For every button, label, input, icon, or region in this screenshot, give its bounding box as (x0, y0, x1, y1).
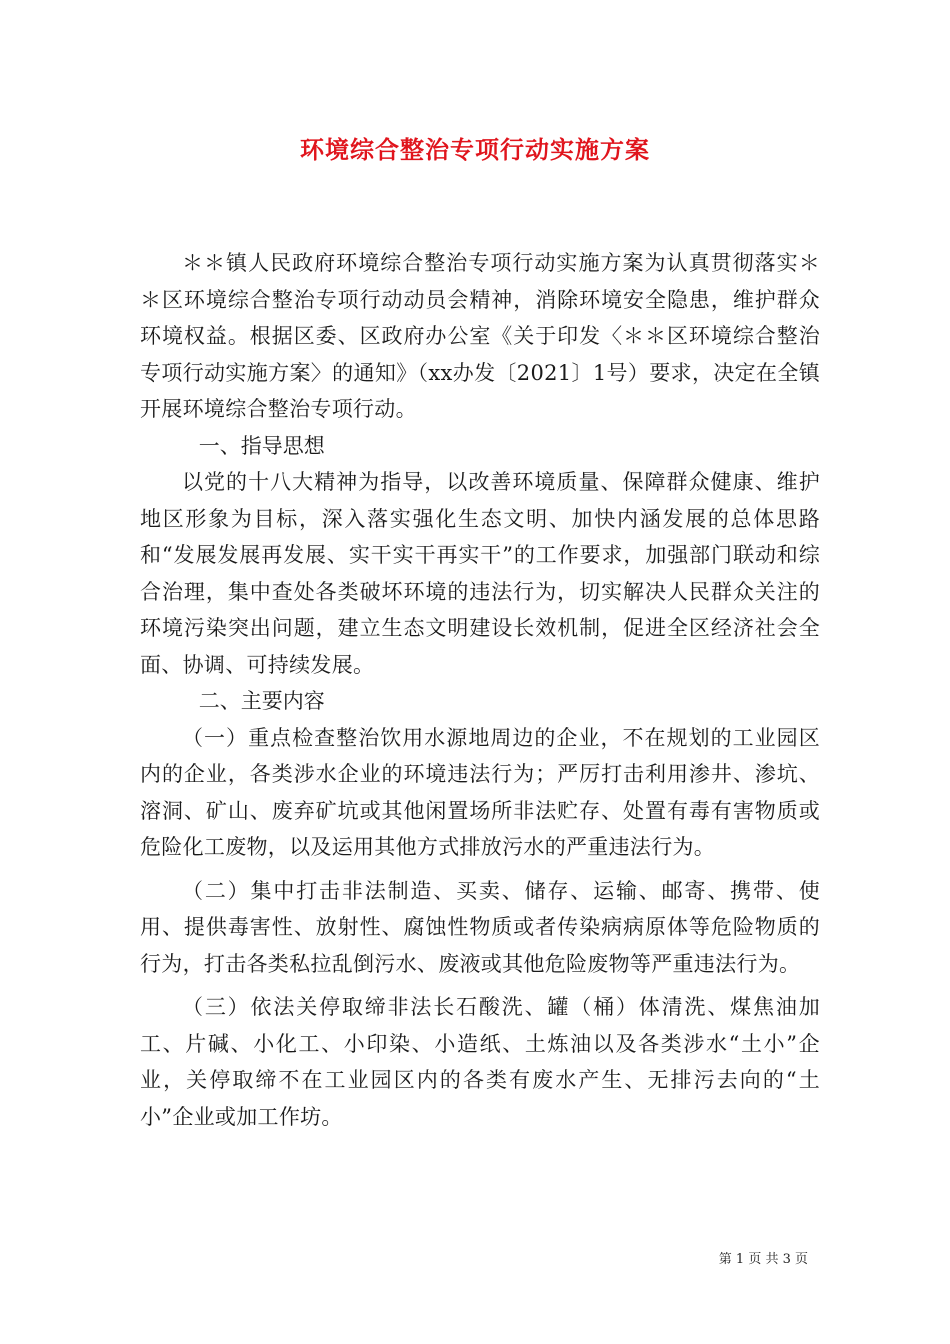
section-heading-main-content: 二、主要内容 (198, 689, 325, 713)
main-content-item-2: （二）集中打击非法制造、买卖、储存、运输、邮寄、携带、使用、提供毒害性、放射性、腐蚀性物质或者传染病病原体等危险物质的行为，打击各类私拉乱倒污水、废液或其他危险废物等严重违法行为。 (140, 878, 820, 976)
guiding-ideology-paragraph: 以党的十八大精神为指导，以改善环境质量、保障群众健康、维护地区形象为目标，深入落实强化生态文明、加快内涵发展的总体思路和“发展发展再发展、实干实干再实干”的工作要求，加强部门联动和综合治理，集中查处各类破坏环境的违法行为，切实解决人民群众关注的环境污染突出问题，建立生态文明建设长效机制，促进全区经济社会全面、协调、可持续发展。 (140, 470, 820, 677)
main-content-item-3: （三）依法关停取缔非法长石酸洗、罐（桶）体清洗、煤焦油加工、片碱、小化工、小印染、小造纸、土炼油以及各类涉水“土小”企业，关停取缔不在工业园区内的各类有废水产生、无排污去向的“土小”企业或加工作坊。 (140, 995, 820, 1129)
main-content-item-1: （一）重点检查整治饮用水源地周边的企业，不在规划的工业园区内的企业，各类涉水企业的环境违法行为；严厉打击利用渗井、渗坑、溶洞、矿山、废弃矿坑或其他闲置场所非法贮存、处置有毒有害物质或危险化工废物，以及运用其他方式排放污水的严重违法行为。 (140, 725, 820, 859)
intro-paragraph: ＊＊镇人民政府环境综合整治专项行动实施方案为认真贯彻落实＊＊区环境综合整治专项行动动员会精神，消除环境安全隐患，维护群众环境权益。根据区委、区政府办公室《关于印发〈＊＊区环境综合整治专项行动实施方案〉的通知》（xx办发〔2021〕1号）要求，决定在全镇开展环境综合整治专项行动。 (140, 251, 820, 421)
section-heading-guiding-ideology: 一、指导思想 (198, 433, 325, 458)
page-number-footer: 第 1 页 共 3 页 (718, 1252, 808, 1267)
document-title: 环境综合整治专项行动实施方案 (300, 136, 650, 164)
document-body (140, 245, 820, 1135)
